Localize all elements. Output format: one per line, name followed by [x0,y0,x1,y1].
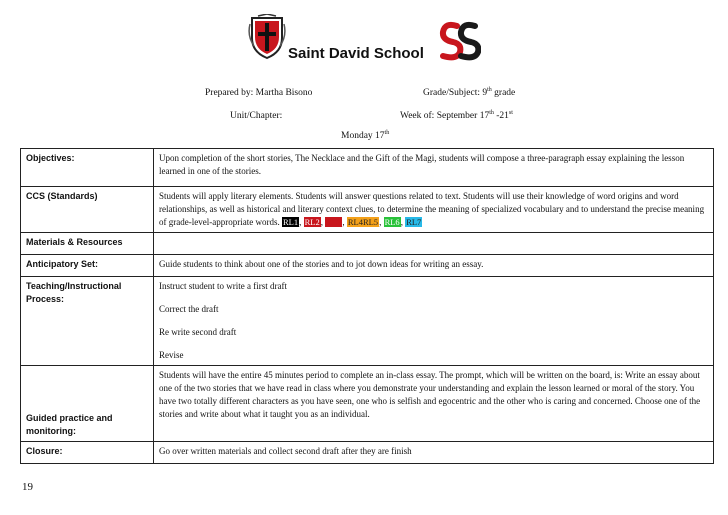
materials-label: Materials & Resources [21,233,154,255]
closure-label: Closure: [21,442,154,464]
objectives-label: Objectives: [21,149,154,187]
standard-tag: RL3 [326,217,342,227]
anticipatory-text: Guide students to think about one of the stories and to jot down ideas for writing an essay. [154,255,714,277]
standard-tag: RL1 [282,217,299,227]
teaching-cell [154,277,714,366]
week-of: Week of: September 17th -21st [400,109,513,121]
standard-tag: RL6 [384,217,400,227]
tag-separator: , [379,217,384,227]
row-guided [21,366,714,442]
teaching-step: Re write second draft [159,327,237,337]
standard-tag: RL2 [304,217,320,227]
teaching-step: Correct the draft [159,304,219,314]
prepared-by: Prepared by: Martha Bisono [205,88,313,98]
ccs-cell [154,187,714,233]
teaching-label: Teaching/Instructional Process: [21,277,154,366]
school-crest-logo [248,14,286,60]
tag-separator: , [299,217,304,227]
standard-tag: RL4RL5 [347,217,379,227]
grade-subject: Grade/Subject: 9th grade [423,86,516,98]
day-label: Monday 17th [341,129,390,141]
school-name: Saint David School [288,45,424,62]
standard-tag: RL7 [406,217,422,227]
page-number: 19 [22,481,33,493]
tag-separator: , [342,217,347,227]
closure-text: Go over written materials and collect second draft after they are finish [154,442,714,464]
objectives-text: Upon completion of the short stories, The Necklace and the Gift of the Magi, students will compose a three-paragraph essay explaining the lesson learned in one of the stories. [154,149,714,187]
row-anticipatory [21,255,714,277]
ss-monogram-logo [437,18,481,62]
row-ccs [21,187,714,233]
materials-text [154,233,714,255]
row-objectives [21,149,714,187]
row-materials [21,233,714,255]
guided-label: Guided practice and monitoring: [21,366,154,442]
lesson-plan-table [20,148,714,464]
ccs-text: Students will apply literary elements. Students will answer questions related to text. Students will use their knowledge of word origins and word relationships, as well as historical and literary context clues, to determine the meaning of specialized vocabulary and to understand the precise meaning of grade-level-appropriate words. [159,191,705,227]
ccs-label: CCS (Standards) [21,187,154,233]
teaching-step: Revise [159,350,184,360]
row-teaching [21,277,714,366]
unit-chapter: Unit/Chapter: [230,111,283,121]
row-closure [21,442,714,464]
guided-text: Students will have the entire 45 minutes period to complete an in-class essay. The prompt, which will be written on the board, is: Write an essay about one of the two stories that we have read in class where you demonstrate your understanding and explain the lesson learned or moral of the story. You have two totally different characters as you have seen, one who is selfish and egocentric and the other who is caring and concerned. Choose one of the stories and write about what it taught you as an individual. [154,366,714,442]
anticipatory-label: Anticipatory Set: [21,255,154,277]
teaching-step: Instruct student to write a first draft [159,281,287,291]
tag-separator: , [400,217,406,227]
tag-separator: , [320,217,326,227]
